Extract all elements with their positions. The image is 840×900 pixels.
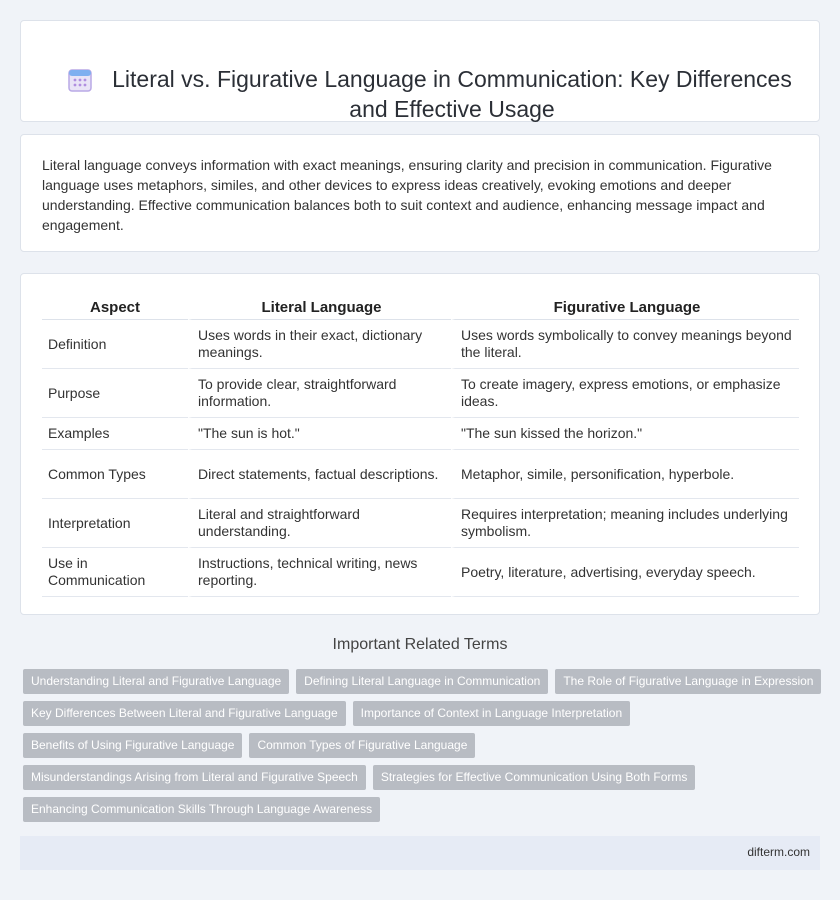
related-term-tag[interactable]: Key Differences Between Literal and Figurative Language <box>23 701 346 726</box>
related-term-tag[interactable]: The Role of Figurative Language in Expression <box>555 669 821 694</box>
table-row <box>42 369 799 418</box>
cell-aspect: Definition <box>42 320 188 369</box>
table-row <box>42 418 799 450</box>
tag-row <box>23 797 823 822</box>
table-row <box>42 320 799 369</box>
cell-literal: Uses words in their exact, dictionary meanings. <box>188 320 451 369</box>
intro-card <box>20 134 820 252</box>
related-term-tag[interactable]: Defining Literal Language in Communication <box>296 669 548 694</box>
header-card <box>20 20 820 122</box>
tag-row <box>23 733 823 758</box>
cell-literal: To provide clear, straightforward information. <box>188 369 451 418</box>
related-term-tag[interactable]: Importance of Context in Language Interpretation <box>353 701 631 726</box>
table-row <box>42 499 799 548</box>
cell-literal: Direct statements, factual descriptions. <box>188 450 451 499</box>
page-title: Literal vs. Figurative Language in Communication: Key Differences and Effective Usage <box>112 66 792 122</box>
comparison-table <box>42 296 799 597</box>
cell-literal: "The sun is hot." <box>188 418 451 450</box>
related-term-tag[interactable]: Strategies for Effective Communication Using Both Forms <box>373 765 696 790</box>
cell-aspect: Common Types <box>42 450 188 499</box>
table-header-row <box>42 296 799 320</box>
cell-figurative: Requires interpretation; meaning includes underlying symbolism. <box>451 499 799 548</box>
cell-literal: Literal and straightforward understanding. <box>188 499 451 548</box>
cell-aspect: Purpose <box>42 369 188 418</box>
tag-row <box>23 701 823 726</box>
header-figurative: Figurative Language <box>451 296 799 320</box>
related-term-tag[interactable]: Benefits of Using Figurative Language <box>23 733 242 758</box>
cell-figurative: "The sun kissed the horizon." <box>451 418 799 450</box>
footer-site-link[interactable]: difterm.com <box>747 845 810 859</box>
footer <box>20 836 820 870</box>
calendar-icon <box>67 67 93 93</box>
tag-row <box>23 765 823 790</box>
cell-figurative: Uses words symbolically to convey meanings beyond the literal. <box>451 320 799 369</box>
cell-literal: Instructions, technical writing, news reporting. <box>188 548 451 597</box>
related-term-tag[interactable]: Misunderstandings Arising from Literal and Figurative Speech <box>23 765 366 790</box>
related-term-tag[interactable]: Understanding Literal and Figurative Language <box>23 669 289 694</box>
related-terms-tags <box>23 669 823 829</box>
related-terms-title: Important Related Terms <box>332 636 508 653</box>
cell-figurative: Metaphor, simile, personification, hyperbole. <box>451 450 799 499</box>
cell-aspect: Examples <box>42 418 188 450</box>
cell-figurative: To create imagery, express emotions, or emphasize ideas. <box>451 369 799 418</box>
related-term-tag[interactable]: Enhancing Communication Skills Through Language Awareness <box>23 797 380 822</box>
table-row <box>42 548 799 597</box>
related-term-tag[interactable]: Common Types of Figurative Language <box>249 733 475 758</box>
table-row <box>42 450 799 499</box>
cell-figurative: Poetry, literature, advertising, everyday speech. <box>451 548 799 597</box>
header-literal: Literal Language <box>188 296 451 320</box>
tag-row <box>23 669 823 694</box>
header-aspect: Aspect <box>42 296 188 320</box>
intro-text: Literal language conveys information with exact meanings, ensuring clarity and precision in communication. Figurative language uses metaphors, similes, and other devices to express ideas creatively, evoking emotions and deeper understanding. Effective communication balances both to suit context and audience, enhancing message impact and engagement. <box>42 157 772 233</box>
cell-aspect: Interpretation <box>42 499 188 548</box>
cell-aspect: Use in Communication <box>42 548 188 597</box>
comparison-table-card <box>20 273 820 615</box>
